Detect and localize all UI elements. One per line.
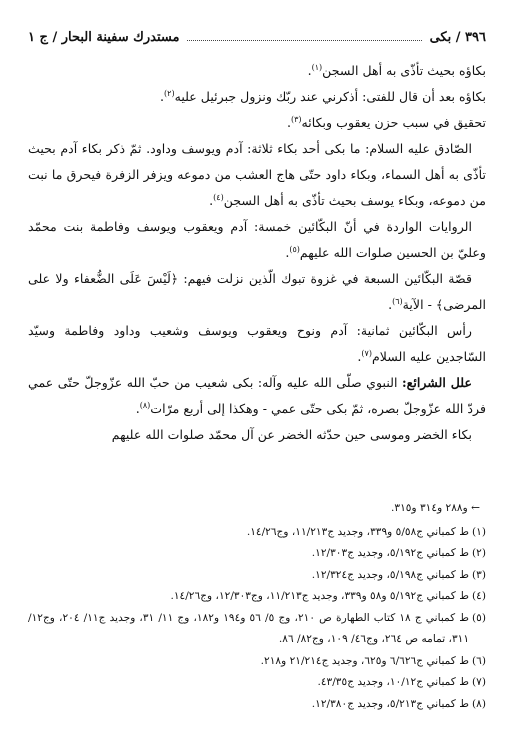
paragraph-text: بكاؤه بعد أن قال للفتى: أذكرني عند ربّك ونزول جبرئيل عليه [174,89,486,104]
footnote-number: (٧) [472,676,486,688]
paragraph [28,84,486,110]
footnote-number: (٣) [472,568,486,581]
paragraph [28,422,486,448]
paragraph-text: بكاؤه بحيث تأذّى به أهل السجن [322,63,486,78]
paragraph-end: . [285,245,290,260]
footnote-text: ط كمباني ج٥/١٩٢، وجديد ج١٢/٣٠٣. [311,547,470,559]
paragraph-text: الروايات الواردة في أنّ البكّائين خمسة: آدم ويعقوب ويوسف وفاطمة بنت محمّد وعليّ بن الحسين صلوات الله عليهم [28,219,486,260]
header-dotted-rule [187,40,421,41]
note-marker: (٨) [139,400,151,410]
footnote-text: ط كمباني ج٥/٥٨ و٣٣٩، وجديد ج١١/٢١٣، وج١٤/٢٦. [246,525,470,538]
footnote-number: (٤) [472,590,486,602]
paragraph-text: قصّة البكّائين السبعة في غزوة تبوك الّذين نزلت فيهم: ﴿لَيْسَ عَلَى الضُّعفاء ولا على المرضى﴾ - الآية [28,271,486,312]
page-number: ٣٩٦ [465,30,486,45]
footnote-item [28,651,486,673]
paragraph-end: . [209,193,214,208]
paragraph-text: رأس البكّائين ثمانية: آدم ونوح ويعقوب ويوسف وشعيب وداود وفاطمة وسيّد السّاجدين عليه السلام [28,323,486,364]
footnote-number: (٦) [472,654,486,667]
paragraph [28,110,486,136]
paragraph-end: . [160,89,165,104]
page-header [28,22,486,44]
paragraph [28,136,486,214]
paragraph [28,266,486,318]
note-marker: (٤) [213,192,224,202]
footnote-text: ط كمباني ج١٠/١٢، وجديد ج٤٣/٣٥. [317,676,470,688]
paragraph-text: تحقيق في سبب حزن يعقوب وبكائه [301,115,486,130]
note-marker: (٢) [164,88,175,98]
main-text [28,58,486,448]
footnotes [28,498,486,715]
paragraph-text: بكاء الخضر وموسى حين حدّثه الخضر عن آل محمّد صلوات الله عليهم [111,427,472,442]
paragraph-end: . [307,63,312,78]
header-left-group [430,31,486,44]
header-right-group [28,31,179,44]
footnote-continuation: ← و٢٨٨ و٣١٤ و٣١٥. [391,502,480,514]
note-marker: (٥) [289,244,300,254]
book-title: مستدرك سفينة البحار [61,30,180,45]
paragraph [28,318,486,370]
chapter-word: بكى [429,30,452,45]
paragraph [28,214,486,266]
paragraph-end: . [388,297,393,312]
footnote-text: ط كمباني ج٥/٢١٣، وجديد ج١٢/٣٨٠. [311,697,470,710]
footnote-text: ط كمباني ج ١٨ كتاب الطهارة ص ٢١٠، وج ٥/ ٥٦ و١٩٤ و١٨٢، وج ١١/ ٣١، وجديد ج١١/ ٢٠٤، وج١٢/ ٣١١، تمامه ص ٢٦٤، وج٤٦/ ١٠٩، وج٨٢/ ٨٦. [28,611,470,645]
footnote-number: (٨) [472,697,486,710]
paragraph-end: . [286,115,291,130]
header-separator: / [455,30,461,45]
volume-label: ج ١ [28,30,48,45]
footnote-item [28,694,486,716]
header-separator: / [52,30,58,45]
footnote-item [28,543,486,565]
footnote-text: ط كمباني ج٥/١٩٨، وجديد ج١٢/٣٢٤. [311,568,470,581]
footnote-number: (٥) [472,611,486,624]
paragraph-end: . [357,349,362,364]
footnote-item [28,522,486,544]
note-marker: (١) [311,62,323,72]
footnote-text: ط كمباني ج٥/١٩٢ و٥٨ و٣٣٩، وجديد ج١١/٢١٣، وج١٢/٣٠٣، وج١٤/٢٦. [170,590,470,602]
paragraph [28,370,486,422]
footnote-item [28,565,486,587]
paragraph-text: النبوي صلّى الله عليه وآله: بكى شعيب من حبّ الله عزّوجلّ حتّى عمي فردّ الله عزّوجلّ بصره، ثمّ بكى حتّى عمي - وهكذا إلى أربع مرّات [28,375,486,416]
footnote-item [28,672,486,694]
note-marker: (٣) [290,114,302,124]
paragraph-text: الصّادق عليه السلام: ما بكى أحد بكاء ثلاثة: آدم ويوسف وداود. ثمّ ذكر بكاء آدم بحيث تأذّى به أهل السماء، وبكاء داود حتّى هاج العشب من دموعه ويزفر الزفرة فيحرق ما نبت من دموعه، وبكاء يوسف بحيث تأذّى به أهل السجن [28,141,486,208]
paragraph [28,58,486,84]
paragraph-end: . [135,401,140,416]
note-marker: (٦) [392,296,403,306]
footnote-item [28,586,486,608]
note-marker: (٧) [361,348,372,358]
footnote-number: (٢) [472,547,486,559]
paragraph-lead: علل الشرائع: [402,375,472,390]
footnote-number: (١) [472,525,486,538]
footnote-item [28,608,486,651]
footnote-text: ط كمباني ج٦/٦٢٦ و٦٢٥، وجديد ج٢١/٢١٤ و٢١٨. [260,654,470,667]
